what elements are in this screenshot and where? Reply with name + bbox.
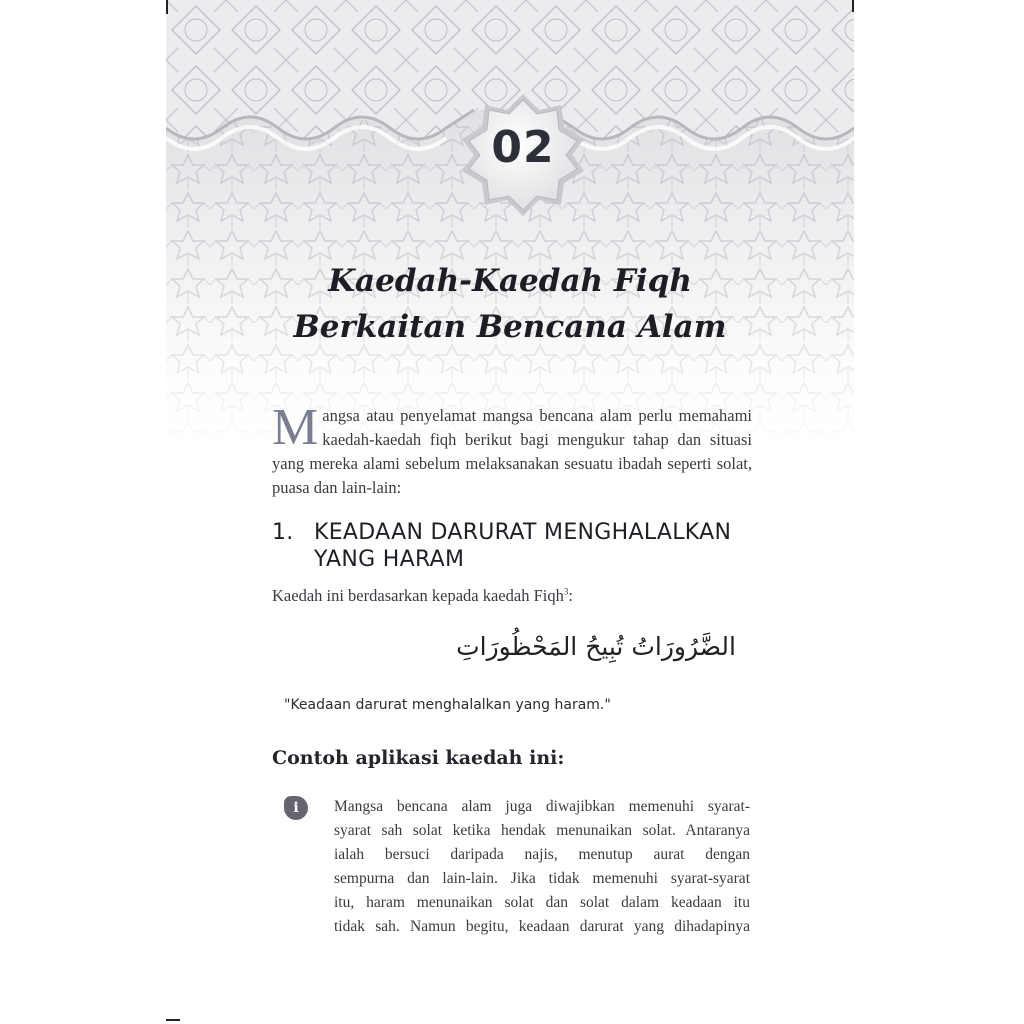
- chapter-title-line-1: Kaedah-Kaedah Fiqh: [328, 263, 692, 299]
- basis-sentence: Kaedah ini berdasarkan kepada kaedah Fiqh: [272, 586, 564, 605]
- chapter-title: [166, 258, 854, 350]
- example-line: itu, haram menunaikan solat dan solat dalam keadaan itu: [334, 894, 750, 911]
- example-line: tidak sah. Namun begitu, keadaan darurat yang dihadapinya: [334, 918, 750, 935]
- example-line: ialah bersuci daripada najis, menutup aurat dengan: [334, 846, 750, 863]
- intro-paragraph: [272, 399, 752, 500]
- footnote-marker: 3: [563, 586, 569, 597]
- basis-text: [272, 586, 752, 606]
- maxim-translation: "Keadaan darurat menghalalkan yang haram.": [284, 697, 611, 713]
- drop-cap: M: [272, 399, 319, 456]
- example-line: sempurna dan lain-lain. Jika tidak memenuhi syarat-syarat: [334, 870, 750, 887]
- chapter-title-line-2: Berkaitan Bencana Alam: [293, 309, 727, 345]
- intro-text: angsa atau penyelamat mangsa bencana alam perlu memahami kaedah-kaedah fiqh berikut bagi mengukur tahap dan situasi yang mereka alami sebelum melaksanakan sesuatu ibadah seperti solat, puasa dan lain-lain:: [272, 406, 752, 497]
- example-heading: Contoh aplikasi kaedah ini:: [272, 747, 565, 769]
- example-line: syarat sah solat ketika hendak menunaikan solat. Antaranya: [334, 822, 750, 839]
- example-paragraph: [334, 795, 750, 939]
- basis-suffix: :: [568, 586, 573, 605]
- arabic-maxim: الضَّرُورَاتُ تُبِيحُ المَحْظُورَاتِ: [456, 632, 736, 661]
- example-line: Mangsa bencana alam juga diwajibkan memenuhi syarat-: [334, 798, 750, 815]
- crop-mark-top-left: [166, 0, 168, 14]
- section-number: 1.: [272, 520, 294, 545]
- section-title: KEADAAN DARURAT MENGHALALKAN YANG HARAM: [314, 520, 732, 572]
- crop-mark-bottom-left: [166, 1019, 180, 1021]
- info-icon: i: [284, 796, 308, 820]
- chapter-number: 02: [491, 122, 555, 173]
- book-page: [166, 0, 854, 1024]
- crop-mark-top-right: [852, 0, 854, 12]
